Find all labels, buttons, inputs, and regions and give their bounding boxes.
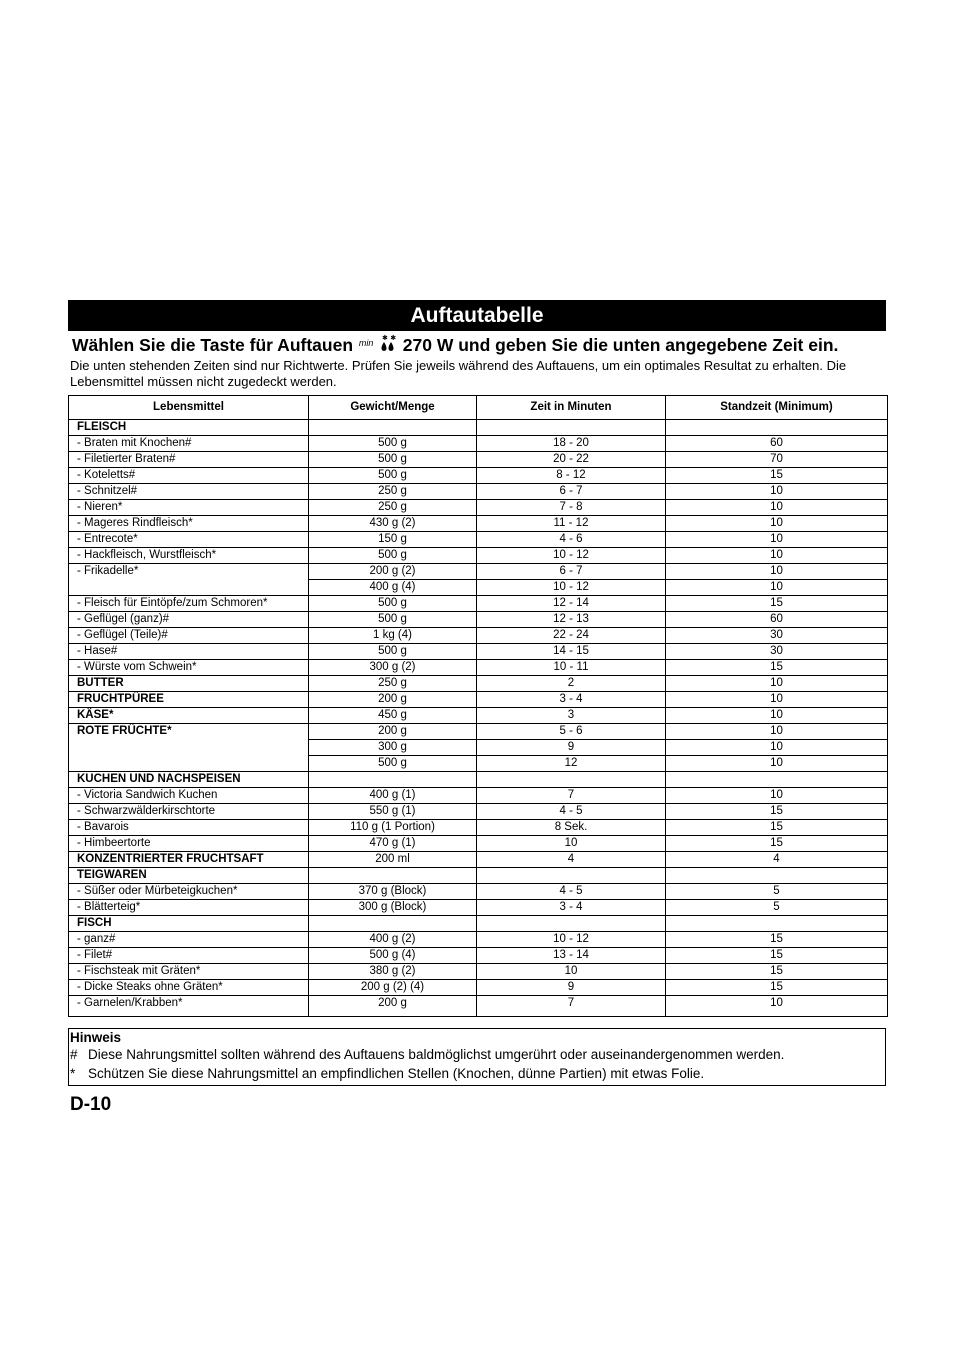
cell-time: 10 - 12: [477, 932, 666, 948]
cell-food: - Fischsteak mit Gräten*: [69, 964, 309, 980]
table-row: [69, 628, 888, 644]
cell-food: - Himbeertorte: [69, 836, 309, 852]
table-row: [69, 852, 888, 868]
cell-food: [69, 740, 309, 756]
cell-standing-time: 10: [666, 788, 888, 804]
cell-time: 4 - 5: [477, 884, 666, 900]
note-text: Diese Nahrungsmittel sollten während des Auftauens baldmöglichst umgerührt oder auseinandergenommen werden.: [88, 1047, 785, 1062]
cell-food: - Blätterteig*: [69, 900, 309, 916]
table-row: [69, 484, 888, 500]
cell-standing-time: 10: [666, 564, 888, 580]
cell-standing-time: 10: [666, 740, 888, 756]
cell-time: 10: [477, 964, 666, 980]
cell-food: - Braten mit Knochen#: [69, 436, 309, 452]
cell-time: [477, 916, 666, 932]
table-row: [69, 948, 888, 964]
cell-standing-time: 10: [666, 500, 888, 516]
table-row: [69, 596, 888, 612]
cell-standing-time: [666, 772, 888, 788]
cell-time: 12: [477, 756, 666, 772]
cell-time: 4: [477, 852, 666, 868]
cell-weight: [309, 916, 477, 932]
note-item-star: [70, 1066, 704, 1081]
cell-weight: 250 g: [309, 676, 477, 692]
cell-weight: 250 g: [309, 500, 477, 516]
cell-time: 13 - 14: [477, 948, 666, 964]
note-item-hash: [70, 1047, 784, 1062]
cell-standing-time: [666, 868, 888, 884]
table-row: [69, 420, 888, 436]
cell-time: 3 - 4: [477, 900, 666, 916]
note-text: Schützen Sie diese Nahrungsmittel an empfindlichen Stellen (Knochen, dünne Partien) mit etwas Folie.: [88, 1066, 705, 1081]
cell-food: [69, 580, 309, 596]
table-row: [69, 548, 888, 564]
cell-weight: 150 g: [309, 532, 477, 548]
header-weight: Gewicht/Menge: [309, 396, 477, 420]
table-row: [69, 580, 888, 596]
table-header-row: [69, 396, 888, 420]
cell-weight: [309, 868, 477, 884]
table-row: [69, 868, 888, 884]
cell-food: KONZENTRIERTER FRUCHTSAFT: [69, 852, 309, 868]
table-row: [69, 532, 888, 548]
table-row: [69, 708, 888, 724]
instruction-line: [72, 333, 892, 356]
cell-standing-time: 10: [666, 724, 888, 740]
cell-weight: 500 g: [309, 436, 477, 452]
note-symbol: #: [70, 1047, 78, 1062]
table-row: [69, 452, 888, 468]
cell-time: 8 Sek.: [477, 820, 666, 836]
cell-time: 7: [477, 996, 666, 1017]
cell-food: KUCHEN UND NACHSPEISEN: [69, 772, 309, 788]
cell-weight: 500 g: [309, 596, 477, 612]
cell-weight: 450 g: [309, 708, 477, 724]
cell-weight: 430 g (2): [309, 516, 477, 532]
cell-weight: 400 g (1): [309, 788, 477, 804]
cell-food: - Geflügel (ganz)#: [69, 612, 309, 628]
cell-weight: 500 g: [309, 612, 477, 628]
cell-standing-time: 15: [666, 964, 888, 980]
table-row: [69, 900, 888, 916]
header-time: Zeit in Minuten: [477, 396, 666, 420]
defrost-min-label: min: [358, 338, 374, 348]
header-standing-time: Standzeit (Minimum): [666, 396, 888, 420]
cell-time: 5 - 6: [477, 724, 666, 740]
cell-weight: 110 g (1 Portion): [309, 820, 477, 836]
table-row: [69, 884, 888, 900]
cell-standing-time: 10: [666, 996, 888, 1017]
cell-standing-time: 15: [666, 948, 888, 964]
cell-weight: [309, 420, 477, 436]
cell-standing-time: 60: [666, 612, 888, 628]
cell-time: 10: [477, 836, 666, 852]
cell-weight: 500 g: [309, 468, 477, 484]
cell-food: KÄSE*: [69, 708, 309, 724]
cell-food: - Dicke Steaks ohne Gräten*: [69, 980, 309, 996]
cell-time: 9: [477, 740, 666, 756]
cell-time: [477, 420, 666, 436]
cell-food: FISCH: [69, 916, 309, 932]
cell-food: - Bavarois: [69, 820, 309, 836]
cell-weight: 300 g: [309, 740, 477, 756]
cell-time: 11 - 12: [477, 516, 666, 532]
table-row: [69, 564, 888, 580]
note-heading: Hinweis: [70, 1030, 122, 1045]
cell-standing-time: 10: [666, 516, 888, 532]
cell-weight: 200 g: [309, 692, 477, 708]
note-box: [68, 1028, 886, 1086]
cell-standing-time: 10: [666, 756, 888, 772]
cell-standing-time: [666, 420, 888, 436]
svg-text:✱ ✱: ✱ ✱: [381, 334, 396, 342]
cell-food: - Frikadelle*: [69, 564, 309, 580]
cell-weight: 500 g: [309, 452, 477, 468]
cell-weight: 1 kg (4): [309, 628, 477, 644]
table-row: [69, 660, 888, 676]
cell-time: 6 - 7: [477, 564, 666, 580]
table-row: [69, 516, 888, 532]
cell-food: ROTE FRÜCHTE*: [69, 724, 309, 740]
cell-standing-time: 4: [666, 852, 888, 868]
cell-food: - Koteletts#: [69, 468, 309, 484]
table-row: [69, 804, 888, 820]
cell-time: 6 - 7: [477, 484, 666, 500]
table-row: [69, 436, 888, 452]
cell-weight: 300 g (Block): [309, 900, 477, 916]
table-row: [69, 756, 888, 772]
cell-food: [69, 756, 309, 772]
cell-standing-time: 30: [666, 628, 888, 644]
cell-standing-time: 10: [666, 708, 888, 724]
cell-food: - Filet#: [69, 948, 309, 964]
cell-standing-time: 10: [666, 580, 888, 596]
cell-standing-time: 10: [666, 532, 888, 548]
table-row: [69, 612, 888, 628]
cell-time: 12 - 14: [477, 596, 666, 612]
defrost-table: [68, 395, 888, 1017]
cell-standing-time: 60: [666, 436, 888, 452]
cell-weight: 500 g: [309, 756, 477, 772]
cell-weight: 200 ml: [309, 852, 477, 868]
cell-food: - Fleisch für Eintöpfe/zum Schmoren*: [69, 596, 309, 612]
table-row: [69, 996, 888, 1017]
cell-standing-time: 10: [666, 676, 888, 692]
cell-food: - Würste vom Schwein*: [69, 660, 309, 676]
cell-weight: [309, 772, 477, 788]
cell-food: FRUCHTPÜREE: [69, 692, 309, 708]
cell-standing-time: 15: [666, 980, 888, 996]
cell-weight: 200 g (2): [309, 564, 477, 580]
cell-food: - Hase#: [69, 644, 309, 660]
cell-weight: 500 g: [309, 548, 477, 564]
table-row: [69, 740, 888, 756]
cell-time: 7 - 8: [477, 500, 666, 516]
cell-time: 4 - 6: [477, 532, 666, 548]
cell-time: 10 - 12: [477, 580, 666, 596]
cell-food: - Schnitzel#: [69, 484, 309, 500]
cell-time: [477, 772, 666, 788]
cell-food: - Geflügel (Teile)#: [69, 628, 309, 644]
cell-food: - Nieren*: [69, 500, 309, 516]
defrost-mode-icon: [358, 333, 398, 353]
cell-food: - Victoria Sandwich Kuchen: [69, 788, 309, 804]
table-row: [69, 916, 888, 932]
page-title: Auftautabelle: [68, 300, 886, 331]
table-row: [69, 788, 888, 804]
instruction-text-before: Wählen Sie die Taste für Auftauen: [72, 335, 354, 355]
cell-standing-time: 15: [666, 932, 888, 948]
cell-weight: 200 g: [309, 724, 477, 740]
cell-time: 9: [477, 980, 666, 996]
table-row: [69, 820, 888, 836]
instruction-text-after: 270 W und geben Sie die unten angegebene Zeit ein.: [402, 335, 839, 355]
cell-time: 4 - 5: [477, 804, 666, 820]
cell-food: FLEISCH: [69, 420, 309, 436]
cell-standing-time: 15: [666, 820, 888, 836]
cell-food: - Entrecote*: [69, 532, 309, 548]
cell-standing-time: 15: [666, 804, 888, 820]
cell-weight: 550 g (1): [309, 804, 477, 820]
cell-time: 12 - 13: [477, 612, 666, 628]
cell-weight: 370 g (Block): [309, 884, 477, 900]
cell-food: - Hackfleisch, Wurstfleisch*: [69, 548, 309, 564]
table-row: [69, 964, 888, 980]
cell-standing-time: 15: [666, 836, 888, 852]
cell-standing-time: 30: [666, 644, 888, 660]
page-number: D-10: [70, 1094, 112, 1115]
cell-weight: 200 g (2) (4): [309, 980, 477, 996]
defrost-drops-icon: [380, 333, 396, 353]
cell-time: 7: [477, 788, 666, 804]
cell-time: 14 - 15: [477, 644, 666, 660]
cell-time: 10 - 12: [477, 548, 666, 564]
cell-weight: 500 g: [309, 644, 477, 660]
cell-standing-time: 10: [666, 692, 888, 708]
cell-food: - Süßer oder Mürbeteigkuchen*: [69, 884, 309, 900]
cell-weight: 470 g (1): [309, 836, 477, 852]
cell-time: 22 - 24: [477, 628, 666, 644]
note-symbol: *: [70, 1066, 76, 1081]
cell-food: TEIGWAREN: [69, 868, 309, 884]
intro-paragraph: Die unten stehenden Zeiten sind nur Richtwerte. Prüfen Sie jeweils während des Auftauens, um ein optimales Resultat zu erhalten. Die Lebensmittel müssen nicht zugedeckt werden.: [70, 358, 847, 389]
cell-standing-time: 5: [666, 884, 888, 900]
cell-time: 8 - 12: [477, 468, 666, 484]
cell-food: - Garnelen/Krabben*: [69, 996, 309, 1017]
cell-time: 3: [477, 708, 666, 724]
cell-standing-time: 10: [666, 484, 888, 500]
cell-time: 3 - 4: [477, 692, 666, 708]
header-food: Lebensmittel: [69, 396, 309, 420]
cell-standing-time: 5: [666, 900, 888, 916]
table-row: [69, 676, 888, 692]
cell-time: 18 - 20: [477, 436, 666, 452]
cell-time: 20 - 22: [477, 452, 666, 468]
table-row: [69, 692, 888, 708]
cell-standing-time: 15: [666, 468, 888, 484]
table-row: [69, 468, 888, 484]
cell-food: - Schwarzwälderkirschtorte: [69, 804, 309, 820]
cell-weight: 200 g: [309, 996, 477, 1017]
cell-weight: 400 g (2): [309, 932, 477, 948]
cell-weight: 500 g (4): [309, 948, 477, 964]
cell-food: - Mageres Rindfleisch*: [69, 516, 309, 532]
cell-food: BUTTER: [69, 676, 309, 692]
table-row: [69, 644, 888, 660]
table-row: [69, 772, 888, 788]
cell-standing-time: 15: [666, 660, 888, 676]
cell-weight: 400 g (4): [309, 580, 477, 596]
cell-time: 2: [477, 676, 666, 692]
cell-weight: 250 g: [309, 484, 477, 500]
cell-standing-time: 10: [666, 548, 888, 564]
cell-time: [477, 868, 666, 884]
cell-standing-time: [666, 916, 888, 932]
cell-weight: 300 g (2): [309, 660, 477, 676]
cell-food: - Filetierter Braten#: [69, 452, 309, 468]
cell-food: - ganz#: [69, 932, 309, 948]
table-row: [69, 500, 888, 516]
table-row: [69, 980, 888, 996]
cell-weight: 380 g (2): [309, 964, 477, 980]
cell-standing-time: 15: [666, 596, 888, 612]
table-row: [69, 836, 888, 852]
cell-standing-time: 70: [666, 452, 888, 468]
table-row: [69, 932, 888, 948]
cell-time: 10 - 11: [477, 660, 666, 676]
table-row: [69, 724, 888, 740]
